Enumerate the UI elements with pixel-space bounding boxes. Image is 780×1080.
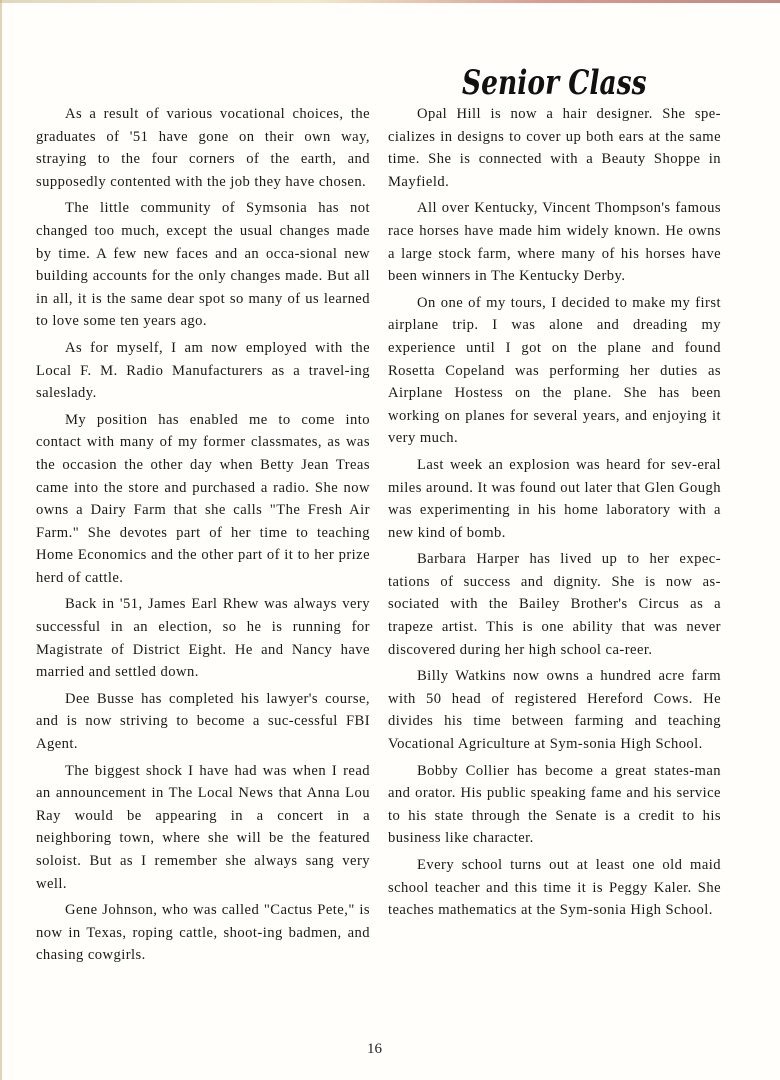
paragraph: My position has enabled me to come into contact with many of my former classmates, as was the occasion the other day when Betty Jean Treas came into the store and purchased a radio. She now owns a Dairy Farm that she calls "The Fresh Air Farm." She devotes part of her time to teaching Home Economics and the other part of it to her prize herd of cattle. bbox=[36, 411, 370, 586]
paragraph: Barbara Harper has lived up to her expec-tations of success and dignity. She is now as-sociated with the Bailey Brother's Circus as a trapeze artist. This is one ability that was never discovered during her high school ca-reer. bbox=[388, 551, 721, 658]
page-title: Senior Class bbox=[462, 62, 647, 103]
paragraph: On one of my tours, I decided to make my first airplane trip. I was alone and dreading my experience until I got on the plane and found Rosetta Copeland was performing her duties as Airplane Hostess on the plane. She has been working on planes for several years, and enjoying it very much. bbox=[388, 294, 721, 447]
paragraph: Opal Hill is now a hair designer. She spe-cializes in designs to cover up both ears at the same time. She is connected with a Beauty Shoppe in Mayfield. bbox=[388, 106, 721, 190]
paragraph: As for myself, I am now employed with the Local F. M. Radio Manufacturers as a travel-ing saleslady. bbox=[36, 339, 370, 402]
paragraph: Dee Busse has completed his lawyer's course, and is now striving to become a suc-cessful FBI Agent. bbox=[36, 690, 370, 753]
paragraph: Back in '51, James Earl Rhew was always very successful in an election, so he is running for Magistrate of District Eight. He and Nancy have married and settled down. bbox=[36, 596, 370, 681]
page-top-edge bbox=[0, 0, 780, 3]
paragraph: All over Kentucky, Vincent Thompson's famous race horses have made him widely known. He owns a large stock farm, where many of his horses have been winners in The Kentucky Derby. bbox=[388, 200, 721, 285]
paragraph: Gene Johnson, who was called "Cactus Pete," is now in Texas, roping cattle, shoot-ing badmen, and chasing cowgirls. bbox=[36, 902, 370, 964]
page-left-edge bbox=[0, 0, 2, 1080]
paragraph: The biggest shock I have had was when I read an announcement in The Local News that Anna Lou Ray would be appearing in a concert in a neighboring town, where she will be the featured soloist. But as I remember she always sang very well. bbox=[36, 762, 370, 892]
right-column bbox=[388, 103, 721, 926]
left-column bbox=[36, 103, 370, 971]
paragraph: Last week an explosion was heard for sev-eral miles around. It was found out later that Glen Gough was experimenting in his home laboratory with a new kind of bomb. bbox=[388, 456, 721, 541]
page-number: 16 bbox=[367, 1041, 382, 1057]
paragraph: The little community of Symsonia has not changed too much, except the usual changes made by time. A few new faces and an occa-sional new building accounts for the only changes made. But all in all, it is the same dear spot so many of us learned to love some ten years ago. bbox=[36, 200, 370, 330]
paragraph: As a result of various vocational choices, the graduates of '51 have gone on their own way, straying to the four corners of the earth, and supposedly contented with the job they have chosen. bbox=[36, 106, 370, 190]
paragraph: Every school turns out at least one old maid school teacher and this time it is Peggy Kaler. She teaches mathematics at the Sym-sonia High School. bbox=[388, 857, 721, 919]
paragraph: Billy Watkins now owns a hundred acre farm with 50 head of registered Hereford Cows. He divides his time between farming and teaching Vocational Agriculture at Sym-sonia High School. bbox=[388, 668, 721, 753]
paragraph: Bobby Collier has become a great states-man and orator. His public speaking fame and his service to his state through the Senate is a credit to his business like character. bbox=[388, 762, 721, 847]
